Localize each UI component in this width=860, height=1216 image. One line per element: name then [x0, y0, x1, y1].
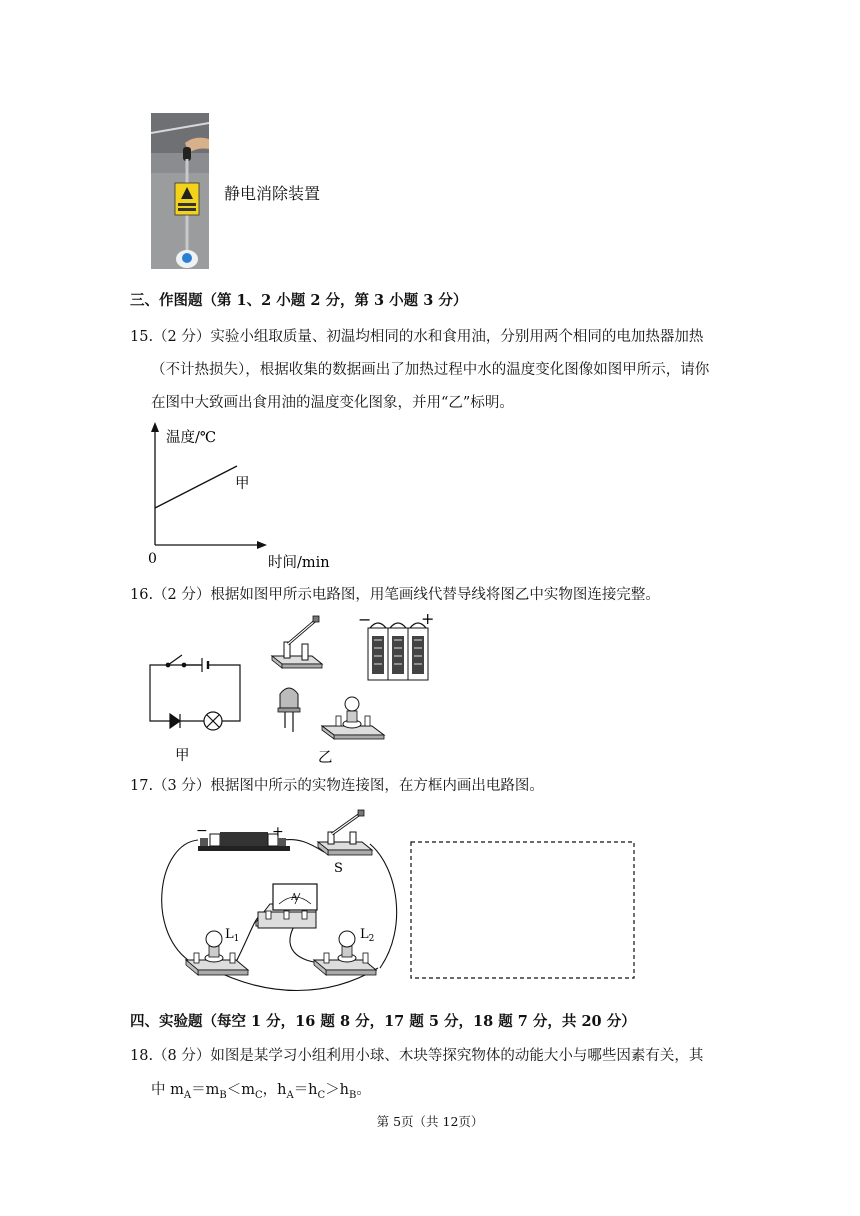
q16-battery-part	[368, 623, 428, 680]
label-yi: 乙	[318, 750, 333, 766]
lamp1-label	[225, 927, 239, 944]
q18-line-2	[151, 1080, 371, 1106]
q18-comma: ，h	[262, 1082, 287, 1098]
q18-sub-c2: C	[317, 1089, 326, 1101]
q18-eq1: ＝m	[191, 1082, 220, 1098]
q17-battery-plus: +	[272, 824, 284, 840]
q18-gt: ＞h	[325, 1082, 350, 1098]
q18-sub-b2: B	[349, 1089, 357, 1101]
q17-circuit-figure	[148, 808, 648, 1000]
q16-battery-plus: +	[421, 609, 435, 628]
q16-text: 16.（2 分）根据如图甲所示电路图，用笔画线代替导线将图乙中实物图连接完整。	[130, 587, 660, 603]
lamp2-letter: L	[360, 927, 369, 942]
page-footer: 第 5页（共 12页）	[376, 1114, 484, 1129]
lamp2-label	[360, 927, 374, 944]
q18-line-1: 18.（8 分）如图是某学习小组利用小球、木块等探究物体的动能大小与哪些因素有关，其	[130, 1048, 704, 1064]
q16-switch-part	[272, 616, 322, 668]
q16-led-part	[278, 688, 300, 732]
y-axis-label: 温度/℃	[166, 430, 217, 446]
q16-lamp-part	[322, 697, 384, 739]
lamp2-subscript: 2	[368, 934, 375, 944]
section-3-title: 三、作图题（第 1、2 小题 2 分，第 3 小题 3 分）	[130, 292, 468, 309]
series-jia-label: 甲	[235, 476, 250, 492]
series-jia-line	[155, 466, 237, 508]
q17-battery-minus: −	[196, 823, 208, 839]
section-4-title: 四、实验题（每空 1 分，16 题 8 分，17 题 5 分，18 题 7 分，共 20 分）	[130, 1013, 636, 1030]
photo-caption: 静电消除装置	[224, 184, 321, 203]
static-eliminator-photo	[151, 113, 209, 269]
q18-end: 。	[356, 1082, 371, 1098]
q17-switch-part	[318, 810, 372, 855]
q16-circuit-figure	[140, 608, 450, 770]
q15-line-2: （不计热损失），根据收集的数据画出了加热过程中水的温度变化图像如图甲所示，请你	[151, 362, 710, 378]
q17-text: 17.（3 分）根据图中所示的实物连接图，在方框内画出电路图。	[130, 778, 544, 794]
x-axis-label: 时间/min	[268, 555, 330, 571]
q18-eq2: ＝h	[293, 1082, 318, 1098]
q18-sub-a2: A	[286, 1089, 294, 1101]
q18-sub-b: B	[219, 1089, 227, 1101]
x-axis-arrow	[257, 541, 267, 549]
ammeter-label: A	[291, 893, 298, 903]
lamp1-letter: L	[225, 927, 234, 942]
static-eliminator-image	[151, 113, 209, 269]
q15-line-1: 15.（2 分）实验小组取质量、初温均相同的水和食用油，分别用两个相同的电加热器加热	[130, 329, 704, 345]
q18-text-prefix: 中 m	[151, 1082, 184, 1098]
answer-box[interactable]	[411, 842, 634, 978]
switch-label: S	[334, 861, 343, 876]
y-axis-arrow	[151, 422, 159, 432]
q18-sub-c: C	[254, 1089, 263, 1101]
q17-ammeter-part	[256, 884, 317, 928]
q16-schematic-jia	[150, 655, 240, 730]
label-jia: 甲	[175, 748, 190, 764]
q18-sub-a: A	[183, 1089, 192, 1101]
lamp1-subscript: 1	[233, 934, 240, 944]
origin-label: 0	[148, 551, 157, 567]
q18-lt: ＜m	[226, 1082, 255, 1098]
q15-line-3: 在图中大致画出食用油的温度变化图象，并用“乙”标明。	[151, 395, 514, 411]
q16-battery-minus: −	[358, 610, 372, 629]
q15-temperature-graph	[140, 420, 370, 575]
